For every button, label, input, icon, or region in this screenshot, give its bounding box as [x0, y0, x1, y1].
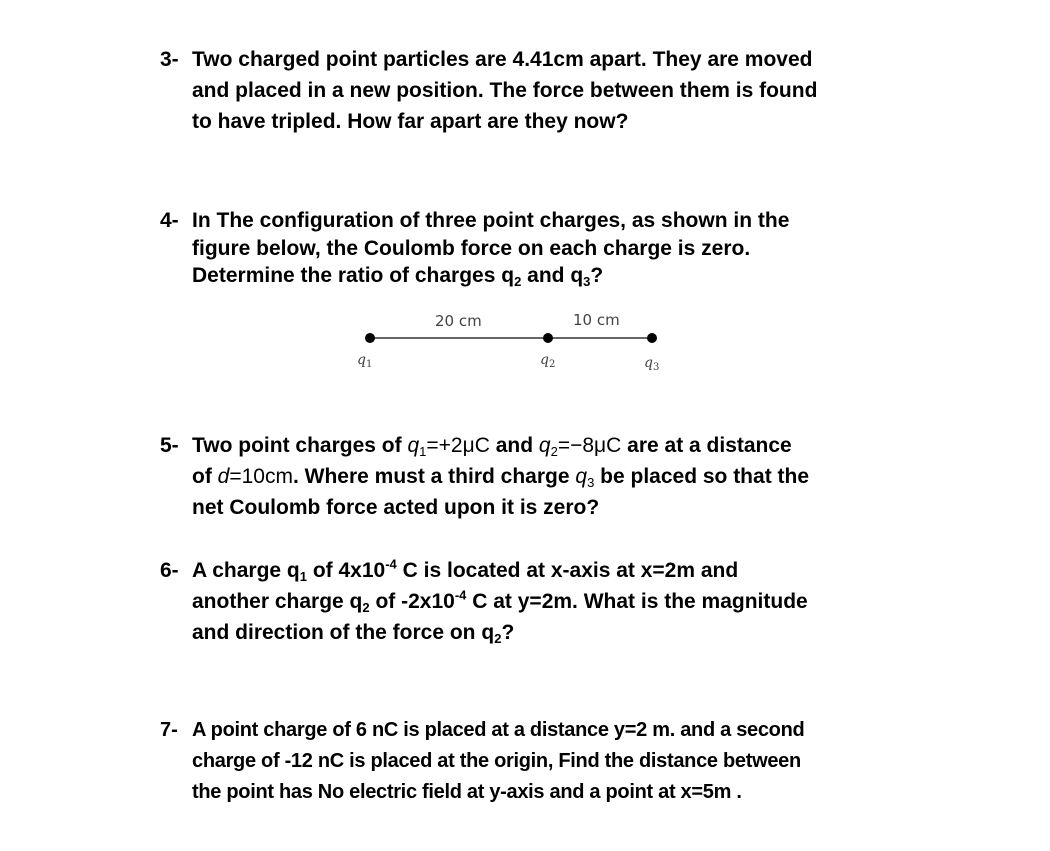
- question-number: 7-: [160, 719, 178, 741]
- distance-label-right: 10 cm: [573, 311, 620, 329]
- text-line: and direction of the force on $q_2$?: [192, 621, 515, 646]
- text-line: net Coulomb force acted upon it is zero?: [192, 496, 600, 519]
- charge-q2-dot: [543, 333, 553, 343]
- question-text: [192, 207, 920, 290]
- question-number: 5-: [160, 434, 179, 457]
- distance-label-left: 20 cm: [435, 312, 482, 330]
- text-line: A charge $q_1$ of $4x10^{-4}$ C is located at x-axis at x=2m and: [192, 556, 739, 584]
- question-number: 3-: [160, 48, 179, 71]
- text-line: charge of -12 nC is placed at the origin, Find the distance between: [192, 750, 801, 772]
- question-6: [160, 555, 920, 648]
- question-number: 4-: [160, 209, 179, 232]
- charge-q1-dot: [365, 333, 375, 343]
- charge-label-q2: $q_2$: [540, 352, 556, 370]
- charge-label-q3: $q_3$: [644, 355, 660, 373]
- question-7: [160, 715, 920, 808]
- text-line: Two charged point particles are 4.41cm apart. They are moved: [192, 48, 813, 71]
- question-4: [160, 207, 920, 290]
- text-line: and placed in a new position. The force between them is found: [192, 79, 818, 102]
- charge-q3-dot: [647, 333, 657, 343]
- text-line: figure below, the Coulomb force on each charge is zero.: [192, 236, 751, 260]
- question-number: 6-: [160, 559, 179, 582]
- charge-configuration-figure: [340, 300, 700, 390]
- text-line: Two point charges of $q_1=+2\mu C$ and $q_2=-8\mu C$ are at a distance: [192, 434, 792, 459]
- question-text: [192, 430, 920, 523]
- text-line: another charge $q_2$ of $-2x10^{-4}$ C at y=2m. What is the magnitude: [192, 587, 808, 615]
- text-line: the point has No electric field at y-axis and a point at x=5m .: [192, 781, 742, 803]
- question-text: [192, 44, 920, 137]
- text-line: Determine the ratio of charges $q_2$ and $q_3$?: [192, 264, 604, 289]
- text-line: of d=10cm. Where must a third charge $q_3$ be placed so that the: [192, 465, 810, 490]
- question-3: [160, 44, 920, 137]
- question-text: [192, 715, 920, 808]
- text-line: A point charge of 6 nC is placed at a distance y=2 m. and a second: [192, 719, 805, 741]
- charges-diagram: [340, 300, 700, 390]
- question-text: [192, 555, 920, 648]
- question-5: [160, 430, 920, 523]
- charge-label-q1: $q_1$: [357, 352, 373, 370]
- text-line: In The configuration of three point charges, as shown in the: [192, 209, 790, 232]
- text-line: to have tripled. How far apart are they now?: [192, 110, 629, 133]
